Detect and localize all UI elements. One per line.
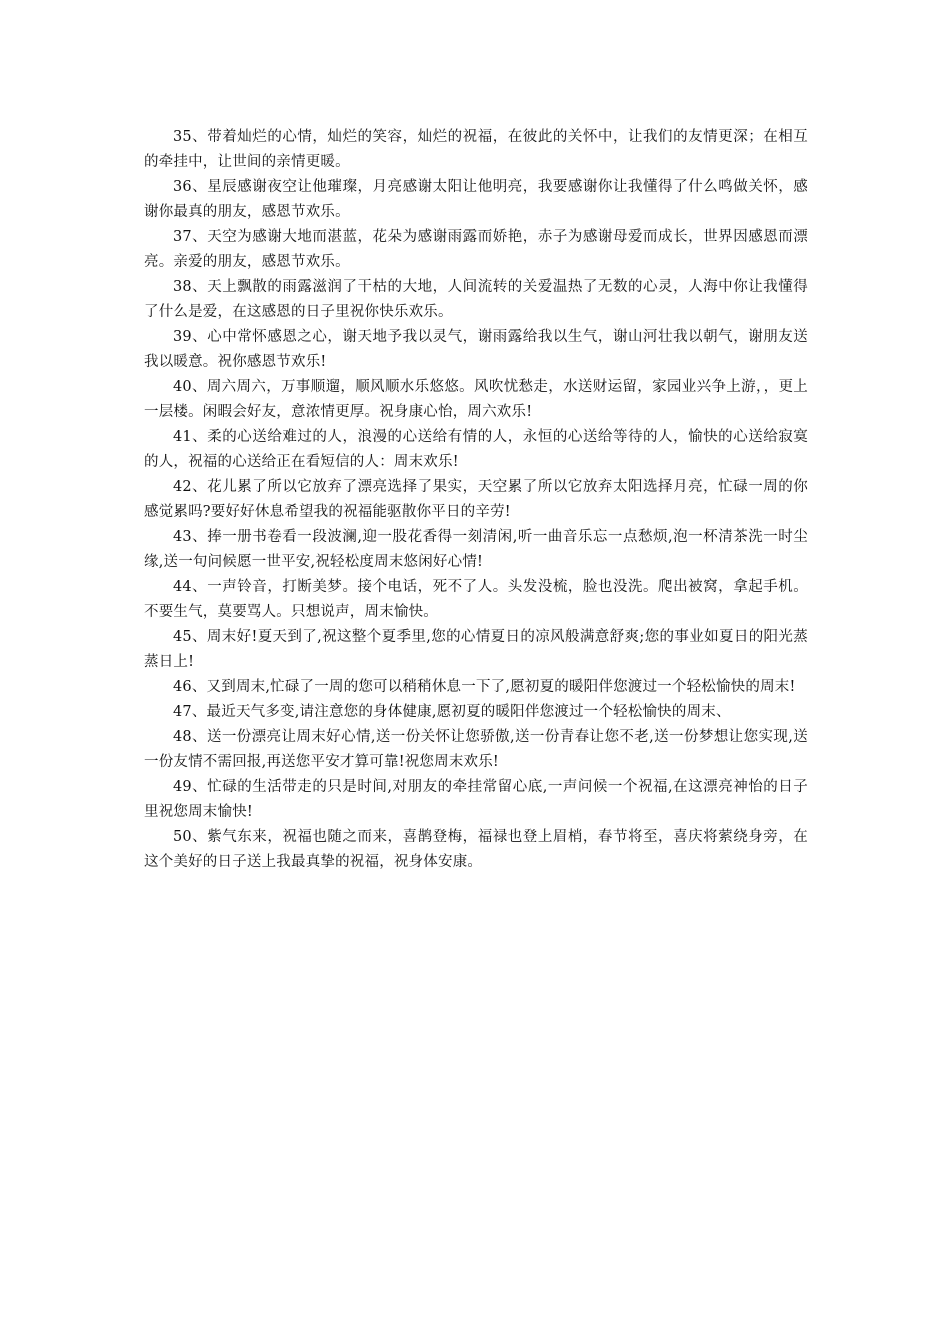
paragraph-43: 43、捧一册书卷看一段波澜,迎一股花香得一刻清闲,听一曲音乐忘一点愁烦,泡一杯清茶洗一时尘缘,送一句问候愿一世平安,祝轻松度周末悠闲好心情! xyxy=(144,529,808,570)
paragraph-49: 49、忙碌的生活带走的只是时间,对朋友的牵挂常留心底,一声问候一个祝福,在这漂亮神怡的日子里祝您周末愉快! xyxy=(144,779,808,820)
paragraph-46: 46、又到周末,忙碌了一周的您可以稍稍休息一下了,愿初夏的暖阳伴您渡过一个轻松愉快的周末! xyxy=(173,679,796,695)
paragraph-47: 47、最近天气多变,请注意您的身体健康,愿初夏的暖阳伴您渡过一个轻松愉快的周末、 xyxy=(173,704,731,720)
paragraph-44: 44、一声铃音，打断美梦。接个电话，死不了人。头发没梳，脸也没洗。爬出被窝，拿起手机。不要生气，莫要骂人。只想说声，周末愉快。 xyxy=(144,579,808,620)
paragraph-37: 37、天空为感谢大地而湛蓝，花朵为感谢雨露而娇艳，赤子为感谢母爱而成长，世界因感恩而漂亮。亲爱的朋友，感恩节欢乐。 xyxy=(144,229,808,270)
paragraph-50: 50、紫气东来，祝福也随之而来，喜鹊登梅，福禄也登上眉梢，春节将至，喜庆将萦绕身旁，在这个美好的日子送上我最真挚的祝福，祝身体安康。 xyxy=(144,829,808,870)
paragraph-42: 42、花儿累了所以它放弃了漂亮选择了果实，天空累了所以它放弃太阳选择月亮，忙碌一周的你感觉累吗?要好好休息希望我的祝福能驱散你平日的辛劳! xyxy=(144,479,808,520)
document-body xyxy=(144,125,808,875)
paragraph-45: 45、周末好!夏天到了,祝这整个夏季里,您的心情夏日的凉风般满意舒爽;您的事业如夏日的阳光蒸蒸日上! xyxy=(144,629,808,670)
paragraph-39: 39、心中常怀感恩之心，谢天地予我以灵气，谢雨露给我以生气，谢山河壮我以朝气，谢朋友送我以暖意。祝你感恩节欢乐! xyxy=(144,329,808,370)
paragraph-40: 40、周六周六，万事顺遛，顺风顺水乐悠悠。风吹忧愁走，水送财运留，家园业兴争上游，，更上一层楼。闲暇会好友，意浓情更厚。祝身康心怡，周六欢乐! xyxy=(144,379,808,420)
paragraph-36: 36、星辰感谢夜空让他璀璨，月亮感谢太阳让他明亮，我要感谢你让我懂得了什么鸣做关怀，感谢你最真的朋友，感恩节欢乐。 xyxy=(144,179,808,220)
paragraph-35: 35、带着灿烂的心情，灿烂的笑容，灿烂的祝福，在彼此的关怀中，让我们的友情更深；在相互的牵挂中，让世间的亲情更暖。 xyxy=(144,129,808,170)
paragraph-41: 41、柔的心送给难过的人，浪漫的心送给有情的人，永恒的心送给等待的人，愉快的心送给寂寞的人，祝福的心送给正在看短信的人：周末欢乐! xyxy=(144,429,808,470)
paragraph-48: 48、送一份漂亮让周末好心情,送一份关怀让您骄傲,送一份青春让您不老,送一份梦想让您实现,送一份友情不需回报,再送您平安才算可靠!祝您周末欢乐! xyxy=(144,729,808,770)
paragraph-38: 38、天上飘散的雨露滋润了干枯的大地，人间流转的关爱温热了无数的心灵，人海中你让我懂得了什么是爱，在这感恩的日子里祝你快乐欢乐。 xyxy=(144,279,808,320)
